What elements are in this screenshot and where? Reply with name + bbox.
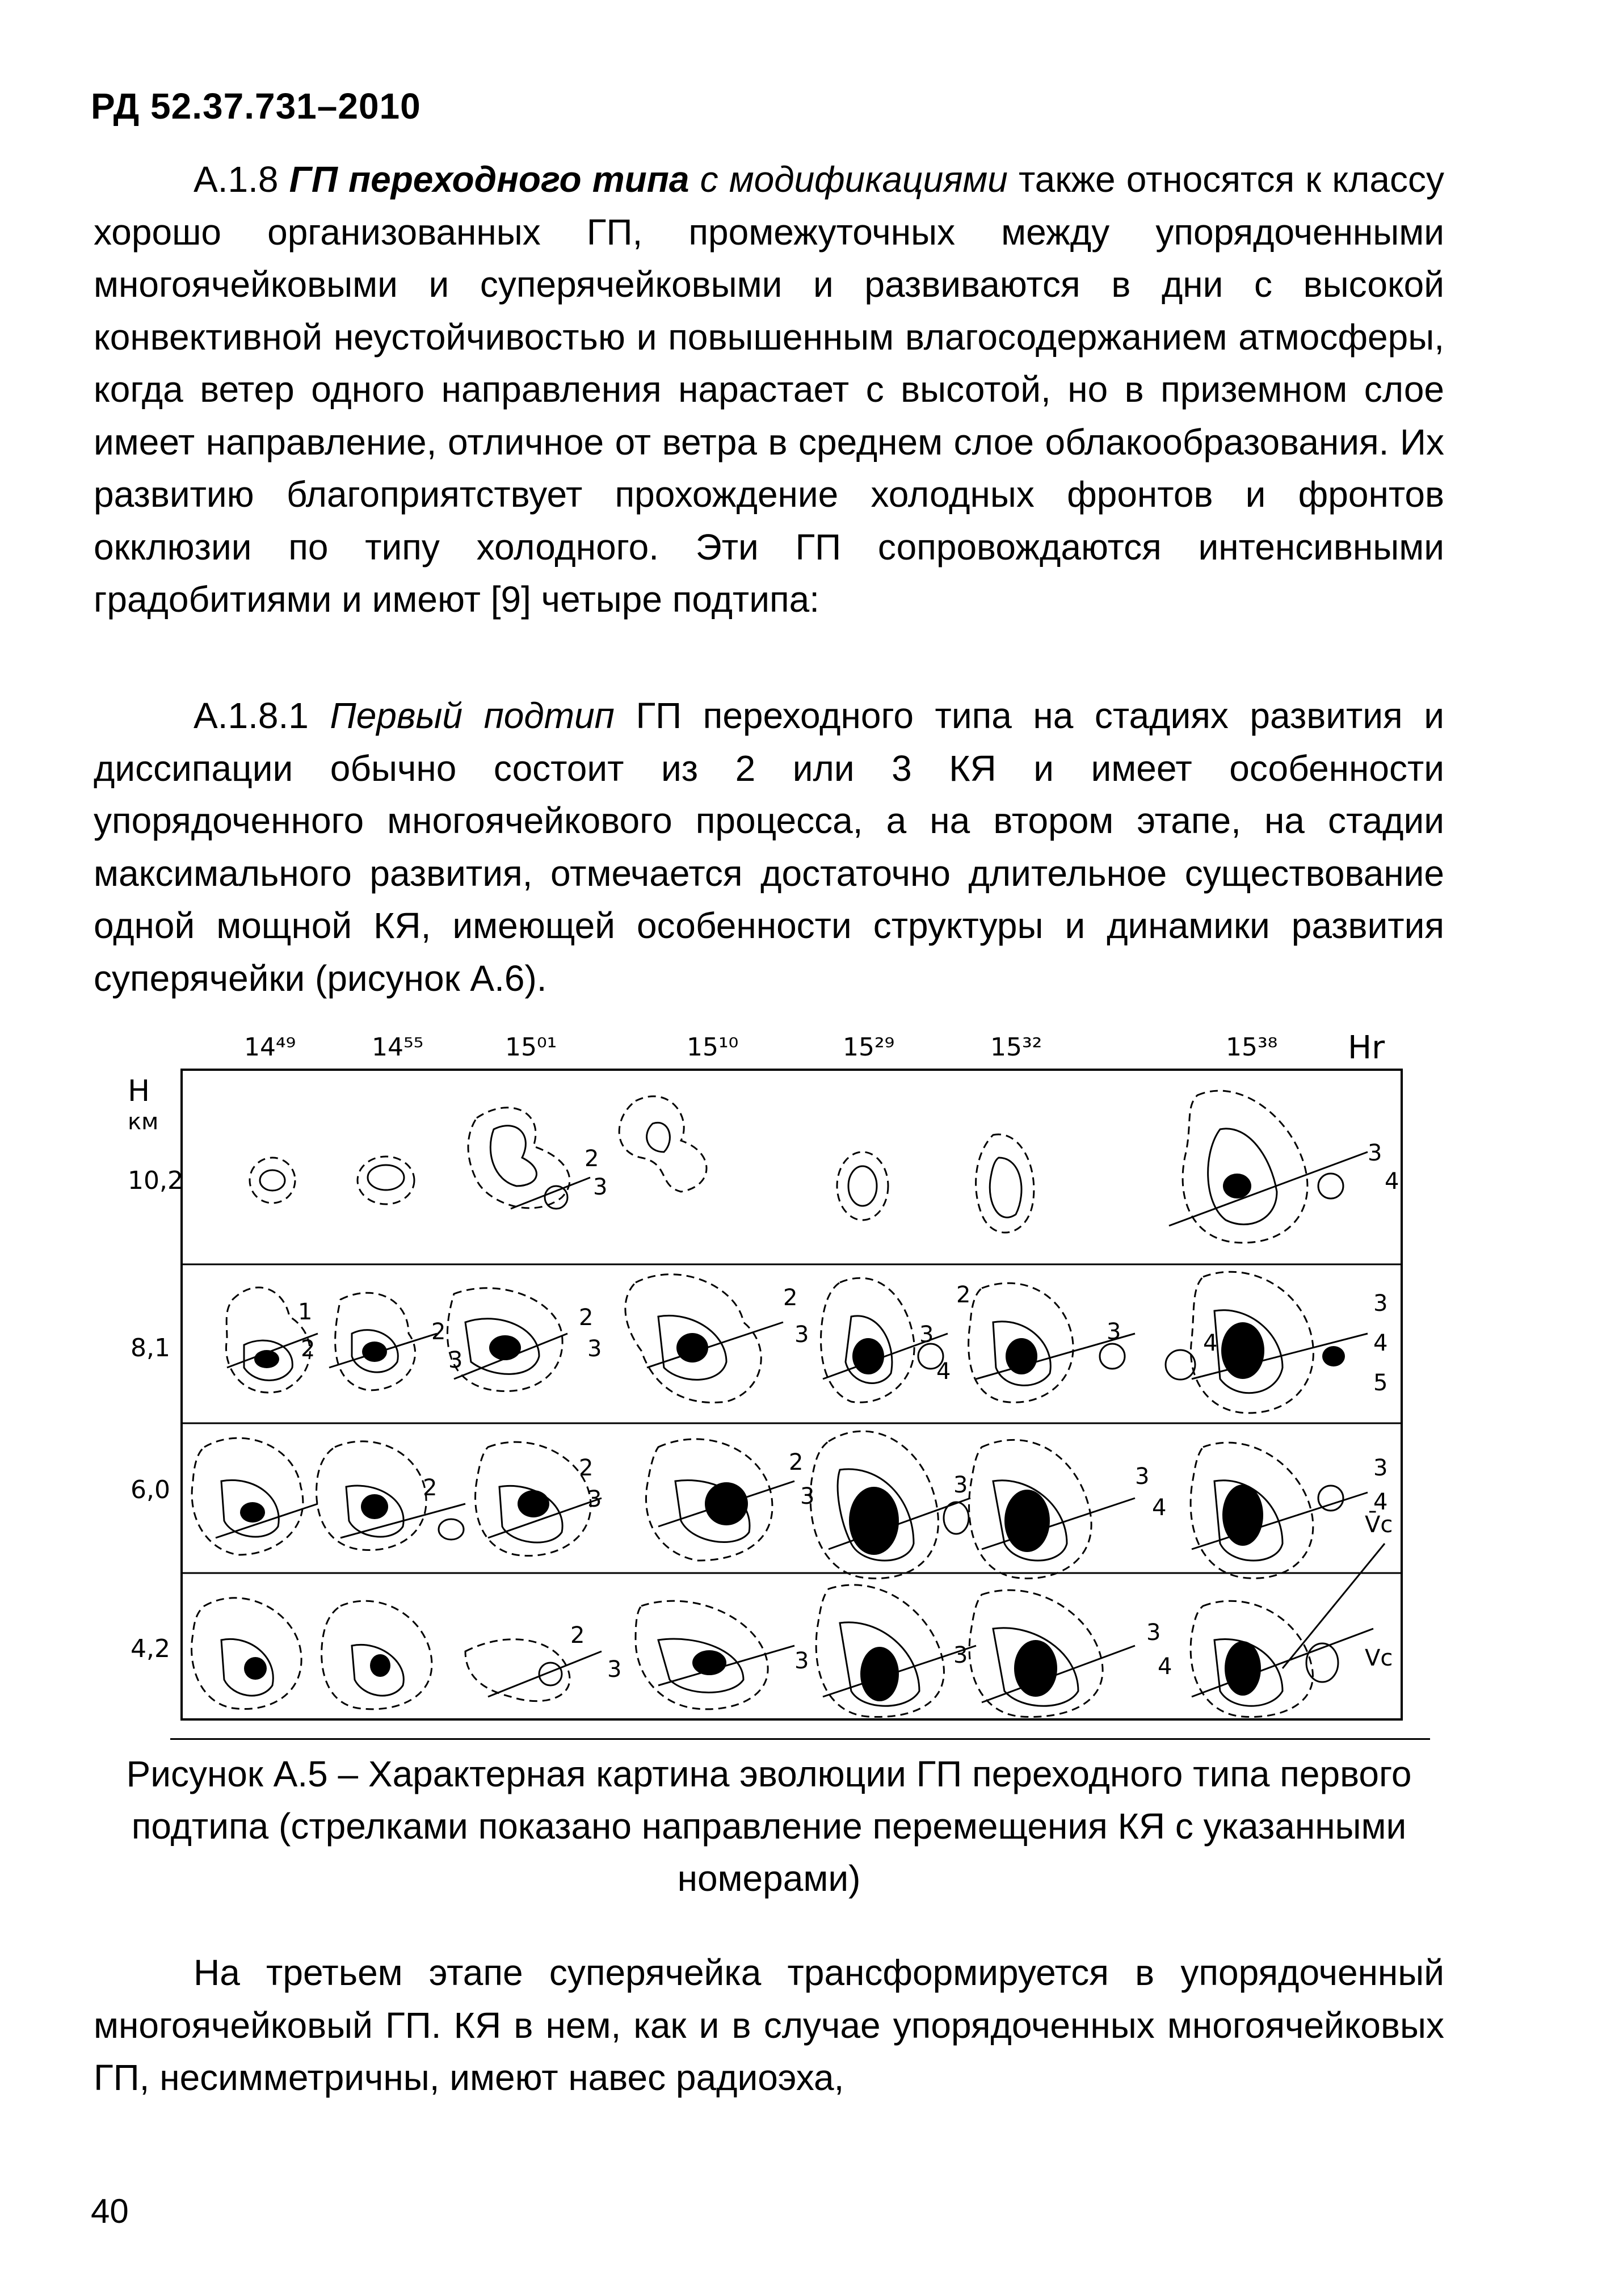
time-label: 14⁵⁵ xyxy=(372,1033,424,1062)
term-italic: с модификациями xyxy=(689,159,1008,200)
cell-label: 2 xyxy=(579,1305,594,1331)
paragraph-a-1-8-1 xyxy=(94,689,1444,1004)
section-number: А.1.8.1 xyxy=(194,695,330,736)
row-10-2 xyxy=(250,1091,1343,1243)
cell-label: 4 xyxy=(1373,1330,1388,1356)
cell-label: 3 xyxy=(800,1483,815,1509)
motion-arrows-row3 xyxy=(216,1481,1368,1549)
cell-label: 1 xyxy=(298,1299,313,1325)
time-label: 15²⁹ xyxy=(843,1033,895,1062)
time-label: 14⁴⁹ xyxy=(244,1033,296,1062)
cell-label: 5 xyxy=(1373,1370,1388,1396)
caption-rule xyxy=(170,1738,1430,1740)
height-label: 6,0 xyxy=(131,1475,170,1504)
figure-frame xyxy=(182,1070,1402,1719)
cell-label: 3 xyxy=(1373,1290,1388,1317)
cell-label: 2 xyxy=(585,1146,599,1172)
cell-label: 3 xyxy=(1135,1464,1150,1490)
cell-label: 2 xyxy=(783,1285,798,1311)
cell-label: 2 xyxy=(956,1282,971,1308)
axis-label-h: Н xyxy=(128,1074,150,1108)
cell-label: 3 xyxy=(1368,1140,1382,1166)
height-label: 8,1 xyxy=(131,1334,170,1363)
cell-label: 3 xyxy=(953,1642,968,1668)
cell-label: 4 xyxy=(1373,1489,1388,1515)
time-label: 15⁰¹ xyxy=(505,1033,557,1062)
time-label: 15¹⁰ xyxy=(687,1033,739,1062)
cell-label: 3 xyxy=(448,1347,463,1373)
cell-label: 3 xyxy=(1373,1455,1388,1481)
cell-label: 3 xyxy=(607,1656,622,1683)
cell-label: 3 xyxy=(794,1322,809,1348)
vector-label: Vc xyxy=(1365,1645,1393,1671)
figure-drawing xyxy=(128,1016,1441,1748)
height-label: 10,2 xyxy=(128,1166,183,1195)
cell-label: 2 xyxy=(301,1336,316,1362)
row-4-2 xyxy=(192,1585,1338,1717)
time-unit-label: Hr xyxy=(1348,1029,1385,1066)
cell-label: 2 xyxy=(423,1475,438,1501)
cell-label: 2 xyxy=(570,1622,585,1649)
cell-label: 3 xyxy=(953,1472,968,1498)
figure-radar-evolution xyxy=(128,1016,1441,1748)
cell-label: 4 xyxy=(1203,1330,1218,1356)
paragraph-a-1-8 xyxy=(94,153,1444,626)
cell-label: 2 xyxy=(789,1449,804,1475)
cell-label: 4 xyxy=(1385,1168,1399,1195)
cell-label: 4 xyxy=(1158,1654,1172,1680)
axis-label-unit: км xyxy=(128,1109,159,1135)
cell-label: 3 xyxy=(919,1322,934,1348)
row-8-1 xyxy=(226,1272,1313,1413)
cell-label: 3 xyxy=(1107,1319,1121,1345)
cell-label: 2 xyxy=(431,1319,446,1345)
cell-label: 3 xyxy=(587,1486,602,1512)
time-label: 15³² xyxy=(990,1033,1042,1062)
time-label: 15³⁸ xyxy=(1226,1033,1278,1062)
document-header: РД 52.37.731–2010 xyxy=(91,86,421,127)
cell-label: 3 xyxy=(593,1174,608,1200)
paragraph-body: ГП переходного типа на стадиях развития и диссипации обычно состоит из 2 или 3 КЯ и имеет особенности упорядоченного многоячейкового процесса, а на втором этапе, на стадии максимального развития, отмечается достаточно длительное существование одной мощной КЯ, имеющей особенности структуры и динамики развития суперячейки (рисунок А.6). xyxy=(94,695,1445,999)
cell-label: 3 xyxy=(794,1648,809,1674)
cell-label: 4 xyxy=(1152,1495,1167,1521)
section-number: А.1.8 xyxy=(194,159,289,200)
paragraph-body: также относятся к классу хорошо организованных ГП, промежуточных между упорядоченными многоячейковыми и суперячейковыми и развиваются в дни с высокой конвективной неустойчивостью и повышенным влагосодержанием атмосферы, когда ветер одного направления нарастает с высотой, но в приземном слое имеет направление, отличное от ветра в среднем слое облакообразования. Их развитию благоприятствует прохождение холодных фронтов и фронтов окклюзии по типу холодного. Эти ГП сопровождаются интенсивными градобитиями и имеют [9] четыре подтипа: xyxy=(94,159,1445,620)
paragraph-stage-three xyxy=(94,1946,1444,2104)
page-number: 40 xyxy=(91,2192,129,2230)
vector-label: V̄c xyxy=(1365,1512,1393,1538)
height-label: 4,2 xyxy=(131,1634,170,1663)
cores-row3 xyxy=(240,1482,1263,1555)
term-italic: Первый подтип xyxy=(330,695,615,736)
paragraph-body: На третьем этапе суперячейка трансформируется в упорядоченный многоячейковый ГП. КЯ в нем, как и в случае упорядоченных многоячейковых ГП, несимметричны, имеют навес радиоэха, xyxy=(94,1952,1444,2098)
cell-label: 4 xyxy=(936,1359,951,1385)
cell-label: 3 xyxy=(1146,1620,1161,1646)
cell-label: 2 xyxy=(579,1455,594,1481)
term-bold: ГП переходного типа xyxy=(289,159,689,200)
figure-caption: Рисунок А.5 – Характерная картина эволюции ГП переходного типа первого подтипа (стрелками показано направление перемещения КЯ с указанными номерами) xyxy=(126,1753,1412,1899)
cell-label: 3 xyxy=(587,1336,602,1362)
